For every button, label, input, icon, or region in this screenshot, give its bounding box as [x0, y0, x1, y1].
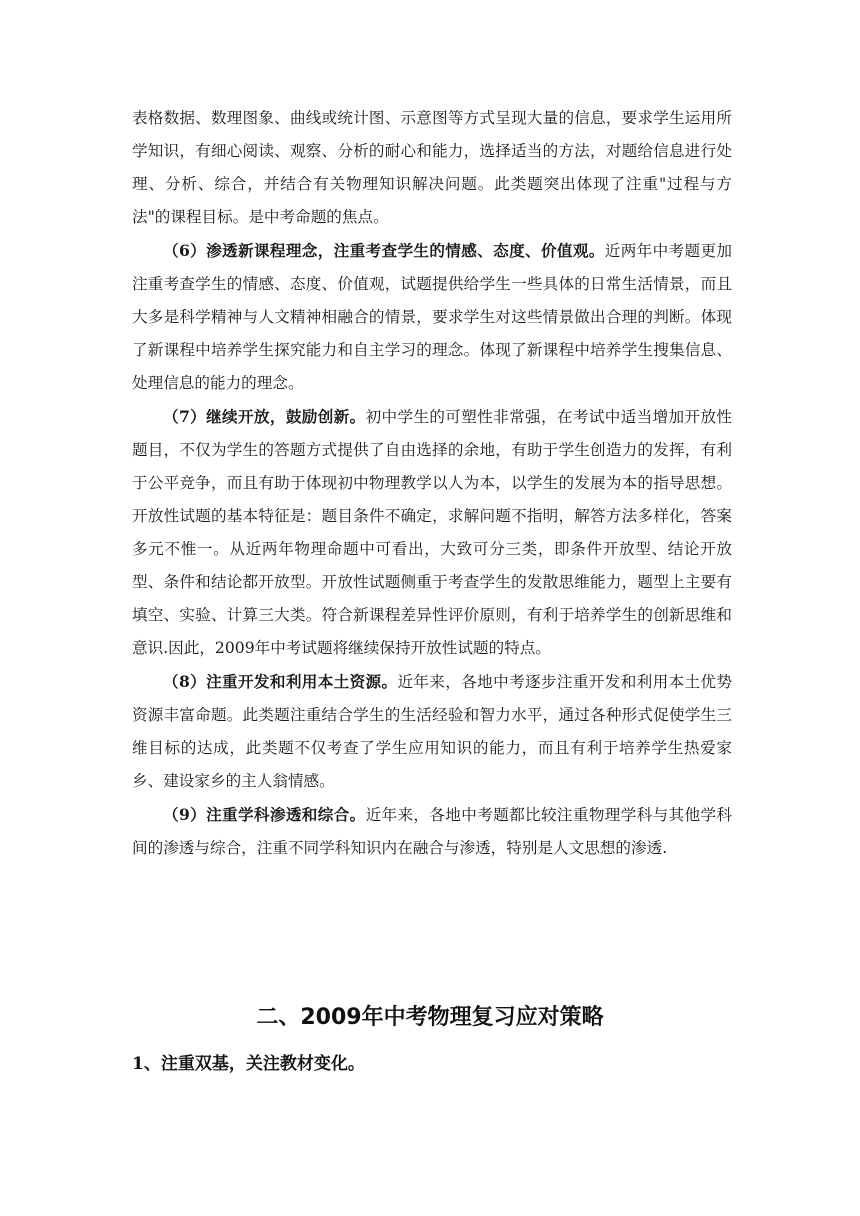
paragraph-7	[132, 400, 732, 665]
paragraph-intro: 表格数据、数理图象、曲线或统计图、示意图等方式呈现大量的信息，要求学生运用所学知识，有细心阅读、观察、分析的耐心和能力，选择适当的方法，对题给信息进行处理、分析、综合，并结合有关物理知识解决问题。此类题突出体现了注重"过程与方法"的课程目标。是中考命题的焦点。	[132, 109, 732, 226]
subsection-title: 1、注重双基，关注教材变化。	[132, 1054, 365, 1074]
document-body	[132, 102, 732, 865]
paragraph-6-heading: （6）渗透新课程理念，注重考查学生的情感、态度、价值观。	[163, 241, 605, 260]
paragraph-8	[132, 665, 732, 798]
section-title: 二、2009年中考物理复习应对策略	[256, 1005, 604, 1030]
paragraph-7-body: 初中学生的可塑性非常强，在考试中适当增加开放性题目，不仅为学生的答题方式提供了自由选择的余地，有助于学生创造力的发挥，有利于公平竞争，而且有助于体现初中物理教学以人为本，以学生的发展为本的指导思想。开放性试题的基本特征是：题目条件不确定，求解问题不指明，解答方法多样化，答案多元不惟一。从近两年物理命题中可看出，大致可分三类，即条件开放型、结论开放型、条件和结论都开放型。开放性试题侧重于考查学生的发散思维能力，题型上主要有填空、实验、计算三大类。符合新课程差异性评价原则，有利于培养学生的创新思维和意识.因此，2009年中考试题将继续保持开放性试题的特点。	[132, 408, 732, 657]
paragraph-9-heading: （9）注重学科渗透和综合。	[163, 805, 366, 824]
paragraph-6-body: 近两年中考题更加注重考查学生的情感、态度、价值观，试题提供给学生一些具体的日常生活情景，而且大多是科学精神与人文精神相融合的情景，要求学生对这些情景做出合理的判断。体现了新课程中培养学生探究能力和自主学习的理念。体现了新课程中培养学生搜集信息、处理信息的能力的理念。	[132, 242, 732, 392]
paragraph-8-body: 近年来，各地中考逐步注重开发和利用本土优势资源丰富命题。此类题注重结合学生的生活经验和智力水平，通过各种形式促使学生三维目标的达成，此类题不仅考查了学生应用知识的能力，而且有利于培养学生热爱家乡、建设家乡的主人翁情感。	[132, 673, 732, 790]
paragraph-6	[132, 234, 732, 400]
paragraph-7-heading: （7）继续开放，鼓励创新。	[163, 407, 366, 426]
paragraph-9	[132, 798, 732, 865]
paragraph-8-heading: （8）注重开发和利用本土资源。	[163, 672, 398, 691]
paragraph-9-body: 近年来，各地中考题都比较注重物理学科与其他学科间的渗透与综合，注重不同学科知识内在融合与渗透，特别是人文思想的渗透.	[132, 806, 732, 857]
